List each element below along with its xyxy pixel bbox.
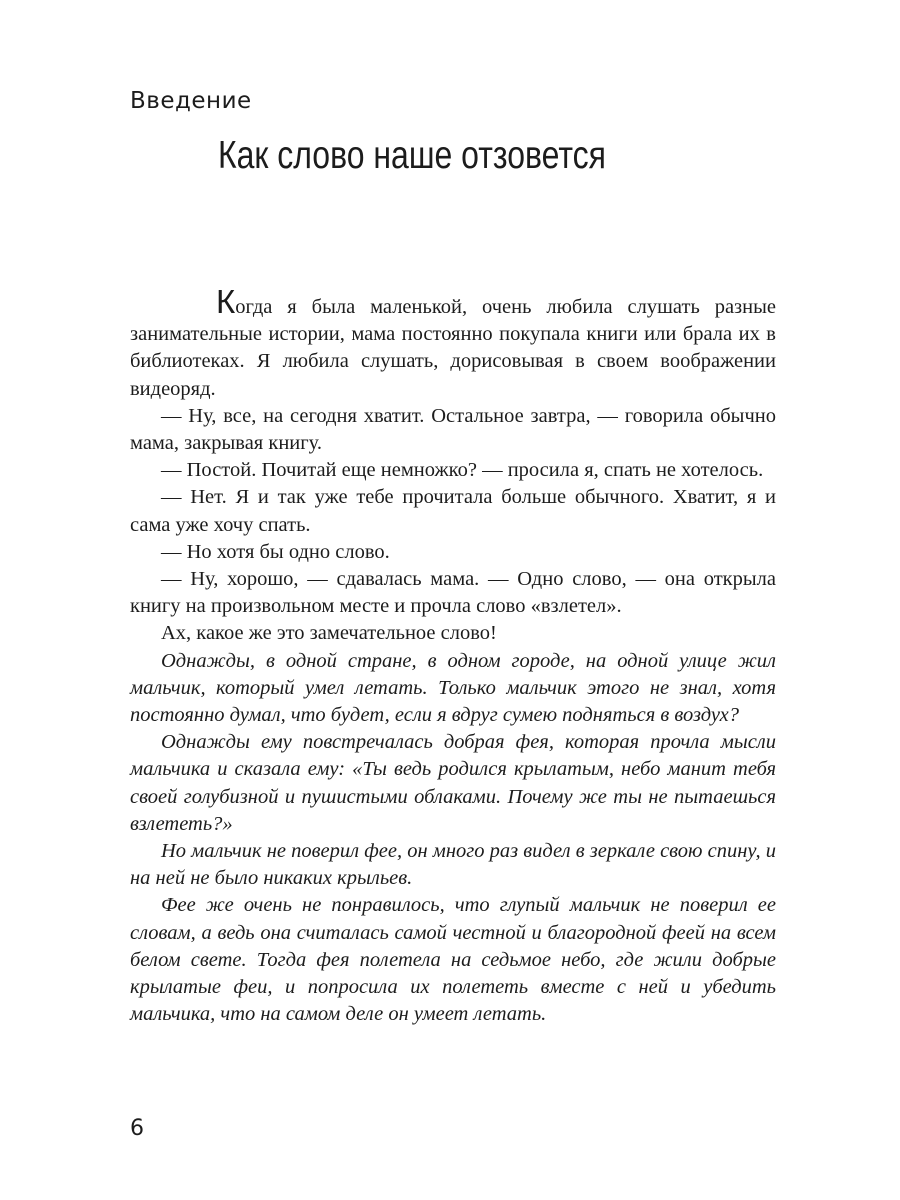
body-text bbox=[130, 283, 776, 1028]
italic-paragraph: Фее же очень не понравилось, что глупый мальчик не поверил ее словам, а ведь она считалась самой честной и благородной феей на всем белом свете. Тогда фея полетела на седьмое небо, где жили добрые крылатые феи, и попросила их полететь вместе с ней и убедить мальчика, что на самом деле он умеет летать. bbox=[130, 894, 776, 1026]
section-label: Введение bbox=[130, 88, 252, 114]
paragraph-first-text: огда я была маленькой, очень любила слушать разные занимательные истории, мама постоянно покупала книги или брала их в библиотеках. Я любила слушать, дорисовывая в своем воображении видеоряд. bbox=[130, 296, 776, 400]
paragraph: Ах, какое же это замечательное слово! bbox=[161, 622, 497, 645]
paragraph: — Нет. Я и так уже тебе прочитала больше обычного. Хватит, я и сама уже хочу спать. bbox=[130, 486, 776, 536]
page-number: 6 bbox=[130, 1116, 144, 1141]
paragraph: — Ну, хорошо, — сдавалась мама. — Одно слово, — она открыла книгу на произвольном месте и прочла слово «взлетел». bbox=[130, 568, 776, 618]
paragraph: — Ну, все, на сегодня хватит. Остальное завтра, — говорила обычно мама, закрывая книгу. bbox=[130, 404, 776, 455]
italic-paragraph: Однажды ему повстречалась добрая фея, которая прочла мысли мальчика и сказала ему: «Ты ведь родился крылатым, небо манит тебя своей голубизной и пушистыми облаками. Почему же ты не пытаешься взлететь?» bbox=[130, 731, 776, 835]
italic-paragraph: Однажды, в одной стране, в одном городе, на одной улице жил мальчик, который умел летать. Только мальчик этого не знал, хотя постоянно думал, что будет, если я вдруг сумею подняться в воздух? bbox=[130, 649, 776, 727]
chapter-title: Как слово наше отзовется bbox=[218, 134, 606, 177]
paragraph-first bbox=[130, 283, 776, 403]
italic-paragraph: Но мальчик не поверил фее, он много раз видел в зеркале свою спину, и на ней не было никаких крыльев. bbox=[130, 840, 776, 890]
drop-cap: К bbox=[216, 283, 236, 320]
paragraph: — Постой. Почитай еще немножко? — просила я, спать не хотелось. bbox=[161, 459, 764, 482]
paragraph: — Но хотя бы одно слово. bbox=[161, 540, 390, 563]
